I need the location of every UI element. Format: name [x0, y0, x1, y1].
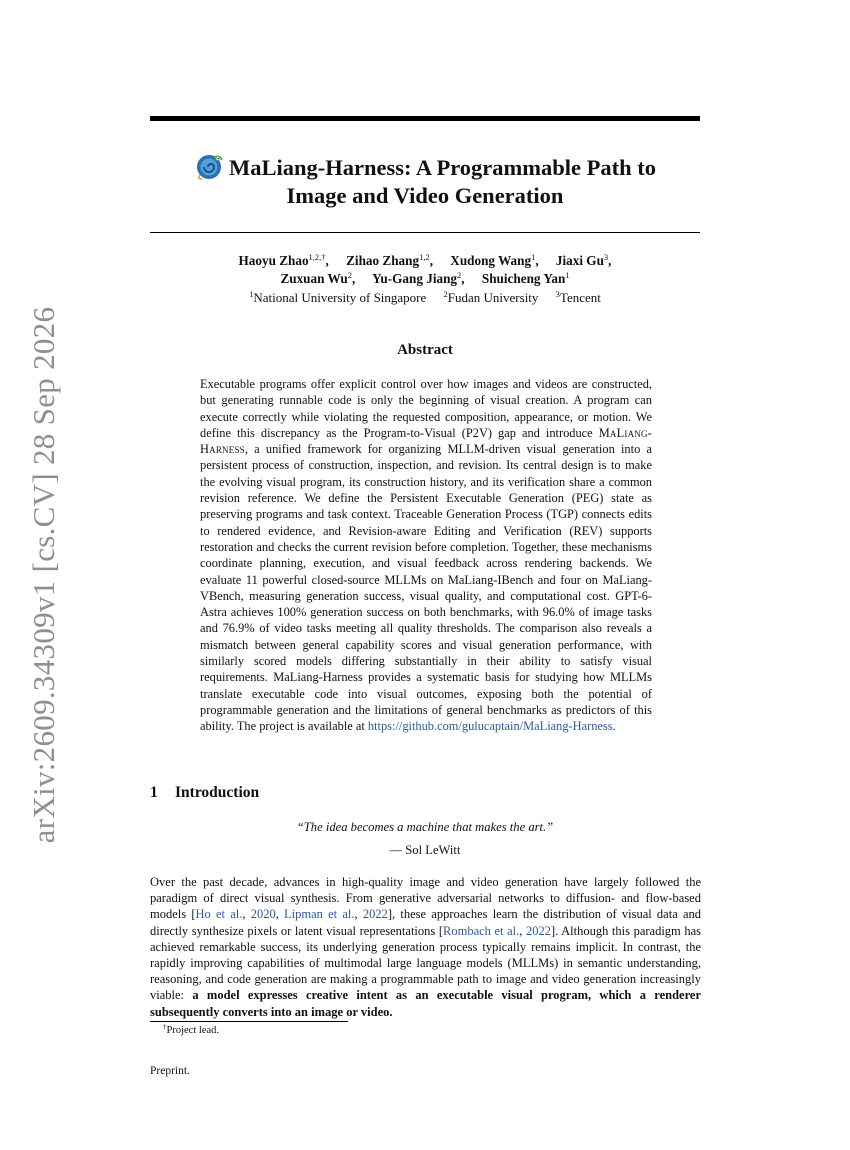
citation-link[interactable]: Ho et al. — [195, 907, 243, 922]
epigraph-quote: “The idea becomes a machine that makes the art.” — [296, 820, 554, 834]
affiliation-marker: 3 — [555, 289, 560, 299]
title-line-1-text: MaLiang-Harness: A Programmable Path to — [228, 155, 657, 180]
title-bottom-rule — [150, 232, 700, 233]
author-affiliation-marker: 1,2 — [419, 252, 430, 262]
footnote — [163, 1025, 219, 1036]
intro-text: , — [275, 907, 285, 922]
citation-link[interactable]: 2020 — [250, 907, 276, 922]
author-name: Jiaxi Gu — [555, 253, 604, 268]
section-number: 1 — [150, 784, 158, 801]
author-list — [150, 252, 700, 288]
framework-name: MaLiang-Harness — [200, 425, 652, 457]
intro-text: , — [354, 907, 363, 922]
title-top-rule — [150, 116, 700, 121]
author-name: Zuxuan Wu — [280, 271, 348, 286]
author-name: Yu-Gang Jiang — [372, 271, 458, 286]
chameleon-logo-icon — [194, 150, 226, 182]
abstract-text: Executable programs offer explicit control over how images and videos are constructed, but generating runnable code is only the beginning of visual creation. A program can execute correctly while violating the requested composition, appearance, or motion. We define this discrepancy as the Program-to-Visual (P2V) gap and introduce — [200, 377, 652, 440]
author-name: Haoyu Zhao — [238, 253, 309, 268]
paper-title — [150, 150, 700, 210]
affiliation-name: Tencent — [559, 290, 601, 305]
title-line-2: Image and Video Generation — [286, 183, 564, 208]
intro-text: , — [519, 923, 526, 938]
footnote-rule — [150, 1021, 348, 1022]
affiliation-name: Fudan University — [447, 290, 539, 305]
intro-text: ]. Although this paradigm has achieved remarkable success, its underlying generation process typically remains implicit. In contrast, the rapidly improving capabilities of multimodal large language models (MLLMs) in semantic understanding, reasoning, and code generation are making a programmable path to image and video generation increasingly viable: — [150, 923, 702, 1003]
abstract-heading: Abstract — [397, 342, 453, 358]
affiliation-marker: 1 — [249, 289, 254, 299]
abstract-text: , a unified framework for organizing MLLM-driven visual generation into a persistent process of construction, inspection, and revision. Its central design is to make the evolving visual program, its construction history, and its verification share a common revision reference. We define the Persistent Executable Generation (PEG) state as preserving programs and task context. Traceable Generation Process (TGP) connects edits to rendered evidence, and Revision-aware Editing and Verification (REV) supports restoration and checks the current revision before completion. Together, these mechanisms coordinate planning, execution, and visual feedback across rendering backends. We evaluate 11 powerful closed-source MLLMs on MaLiang-IBench and four on MaLiang-VBench, measuring generation success, visual quality, and computational cost. GPT-6-Astra achieves 100% generation success on both benchmarks, with 96.0% of image tasks and 76.9% of video tasks meeting all quality thresholds. The comparison also reveals a mismatch between general capability scores and visual generation performance, with similarly scored models differing substantially in their ability to satisfy visual requirements. MaLiang-Harness provides a systematic basis for studying how MLLMs translate executable code into visual outcomes, exposing both the potential of programmable generation and the limitations of general benchmarks as predictors of this ability. The project is available at — [200, 442, 652, 734]
author-name: Shuicheng Yan — [481, 271, 566, 286]
footnote-mark: † — [163, 1023, 167, 1031]
title-line-1 — [150, 150, 700, 182]
arxiv-identifier-stamp: arXiv:2609.34309v1 [cs.CV] 28 Sep 2026 — [26, 306, 61, 844]
author-affiliation-marker: 2 — [347, 270, 353, 280]
author-affiliation-marker: 1 — [531, 252, 536, 262]
intro-text: Over the past decade, advances in high-quality image and video generation have largely followed the paradigm of direct visual synthesis. From generative adversarial networks to diffusion- and flow-based models [ — [150, 875, 701, 922]
project-link[interactable]: https://github.com/gulucaptain/MaLiang-Harness — [367, 719, 613, 734]
author-line-1: Haoyu Zhao$^{1,2,\dagger}$, Zihao Zhang$^{1,2}$, Xudong Wang$^1$, Jiaxi Gu$^3$, — [238, 252, 612, 268]
section-heading-introduction — [150, 784, 259, 802]
author-name: Xudong Wang — [450, 253, 532, 268]
abstract-paragraph — [200, 376, 652, 735]
affiliation-list — [150, 289, 700, 307]
author-affiliation-marker: 2 — [457, 270, 462, 280]
preprint-label: Preprint. — [150, 1065, 190, 1077]
abstract-text-end: . — [612, 719, 616, 734]
intro-bold-claim: a model expresses creative intent as an executable visual program, which a renderer subsequently converts into an image or video. — [150, 988, 701, 1019]
section-title: Introduction — [175, 784, 260, 801]
intro-text: ], these approaches learn the distribution of visual data and directly synthesize pixels or latent visual representations [ — [150, 907, 702, 938]
author-line-2: Zuxuan Wu$^2$, Yu-Gang Jiang$^2$, Shuicheng Yan$^1$ — [280, 270, 570, 286]
author-affiliation-marker: 1,2,† — [308, 252, 326, 262]
footnote-text: Project lead. — [166, 1025, 219, 1036]
citation-link[interactable]: 2022 — [362, 907, 388, 922]
citation-link[interactable]: 2022 — [525, 923, 551, 938]
intro-text: , — [242, 907, 251, 922]
citation-link[interactable]: Rombach et al. — [443, 923, 520, 938]
affiliation-name: National University of Singapore — [253, 290, 427, 305]
author-affiliation-marker: 3 — [603, 252, 609, 262]
affiliation-marker: 2 — [443, 289, 448, 299]
epigraph-author: — Sol LeWitt — [389, 843, 461, 857]
author-name: Zihao Zhang — [346, 253, 420, 268]
intro-paragraph — [150, 874, 701, 1020]
author-affiliation-marker: 1 — [565, 270, 570, 280]
citation-link[interactable]: Lipman et al. — [284, 907, 355, 922]
